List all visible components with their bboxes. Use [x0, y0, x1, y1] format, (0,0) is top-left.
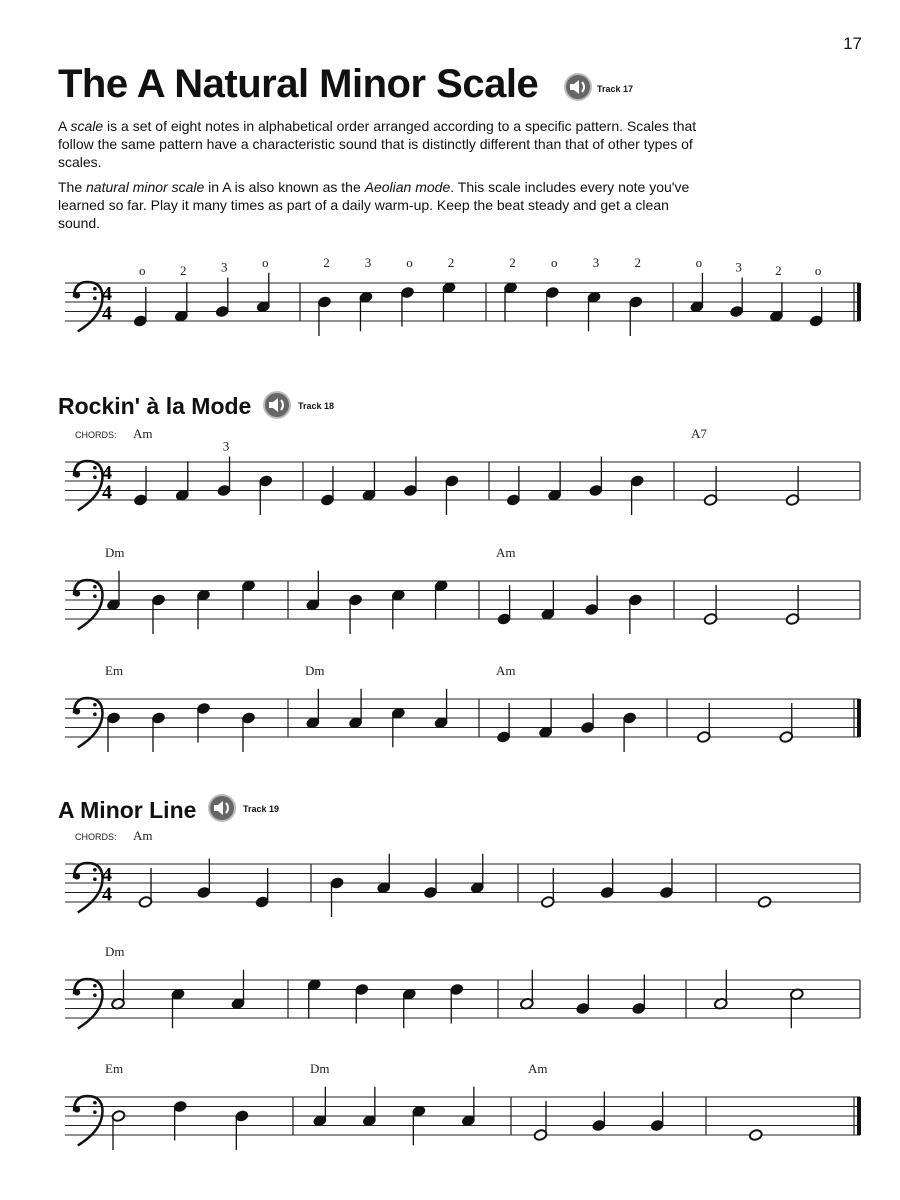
time-signature-bottom: 4 — [102, 302, 112, 325]
bass-clef-icon — [74, 1096, 103, 1145]
chords-label: CHORDS: — [75, 832, 117, 842]
fingering-label: 3 — [222, 438, 230, 454]
chord-symbol: Dm — [310, 1061, 330, 1076]
bass-clef-dot — [93, 287, 97, 291]
intro-paragraph-2: The natural minor scale in A is also known as the Aeolian mode. This scale includes every note you've learned so far. Play it many times as part of a daily warm-up. Keep the beat steady and get a clean sound. — [58, 179, 690, 231]
bass-clef-dot — [93, 296, 97, 300]
chord-symbol: Dm — [105, 545, 125, 560]
page-title: The A Natural Minor Scale — [58, 62, 539, 106]
final-bar-thick — [857, 699, 861, 737]
section-title-minor-line: A Minor Line — [58, 797, 197, 823]
time-signature-top: 4 — [102, 283, 112, 306]
bass-clef-dot — [74, 590, 80, 596]
fingering-label: o — [139, 263, 146, 278]
final-bar-thick — [857, 1097, 861, 1135]
bass-clef-dot — [93, 585, 97, 589]
fingering-label: 2 — [509, 255, 516, 270]
intro-paragraph-1: A scale is a set of eight notes in alphabetical order arranged according to a specific pattern. Scales that follow the same pattern have a characteristic sound that is distinctly different than that of other types of scales. — [58, 118, 697, 170]
chord-symbol: Dm — [305, 663, 325, 678]
bass-clef-dot — [93, 993, 97, 997]
time-signature-bottom: 4 — [102, 883, 112, 906]
track-label: Track 17 — [597, 84, 634, 94]
fingering-label: 3 — [735, 259, 742, 275]
note-head — [757, 896, 771, 909]
time-signature-top: 4 — [102, 864, 112, 887]
bass-clef-dot — [93, 984, 97, 988]
fingering-label: o — [262, 255, 269, 270]
chord-symbol: Em — [105, 1061, 124, 1076]
bass-clef-dot — [74, 708, 80, 714]
time-signature-top: 4 — [102, 462, 112, 485]
bass-clef-dot — [74, 873, 80, 879]
bass-clef-dot — [93, 466, 97, 470]
note-head — [749, 1129, 763, 1142]
fingering-label: 3 — [592, 255, 600, 270]
fingering-label: 2 — [323, 255, 330, 270]
fingering-label: 3 — [364, 255, 372, 270]
page-number: 17 — [843, 34, 862, 53]
bass-clef-dot — [93, 703, 97, 707]
bass-clef-dot — [93, 1110, 97, 1114]
bass-clef-dot — [74, 471, 80, 477]
bass-clef-dot — [74, 989, 80, 995]
final-bar-thick — [857, 283, 861, 321]
bass-clef-dot — [93, 868, 97, 872]
track-label: Track 18 — [298, 401, 335, 411]
bass-clef-dot — [93, 1101, 97, 1105]
chord-symbol: Am — [496, 663, 516, 678]
chord-symbol: Am — [496, 545, 516, 560]
section-title-rockin: Rockin' à la Mode — [58, 393, 252, 419]
bass-clef-dot — [74, 1106, 80, 1112]
fingering-label: 2 — [447, 255, 455, 270]
bass-clef-dot — [93, 475, 97, 479]
chord-symbol: A7 — [691, 426, 707, 441]
fingering-label: 2 — [180, 263, 187, 278]
bass-clef-icon — [74, 580, 103, 629]
fingering-label: o — [551, 255, 558, 270]
chord-symbol: Dm — [105, 944, 125, 959]
fingering-label: o — [406, 255, 413, 270]
fingering-label: o — [814, 263, 822, 278]
chord-symbol: Em — [105, 663, 124, 678]
chord-symbol: Am — [528, 1061, 548, 1076]
bass-clef-dot — [93, 712, 97, 716]
bass-clef-icon — [74, 461, 103, 510]
chord-symbol: Am — [133, 828, 153, 843]
bass-clef-dot — [74, 292, 80, 298]
track-label: Track 19 — [243, 804, 280, 814]
bass-clef-dot — [93, 594, 97, 598]
bass-clef-icon — [74, 698, 103, 747]
chord-symbol: Am — [133, 426, 153, 441]
chords-label: CHORDS: — [75, 430, 117, 440]
bass-clef-icon — [74, 863, 103, 912]
bass-clef-icon — [74, 979, 103, 1028]
time-signature-bottom: 4 — [102, 481, 112, 504]
fingering-label: 2 — [775, 263, 782, 278]
bass-clef-icon — [74, 282, 103, 331]
fingering-label: 2 — [634, 255, 642, 270]
fingering-label: o — [695, 255, 703, 270]
bass-clef-dot — [93, 877, 97, 881]
fingering-label: 3 — [221, 259, 228, 275]
